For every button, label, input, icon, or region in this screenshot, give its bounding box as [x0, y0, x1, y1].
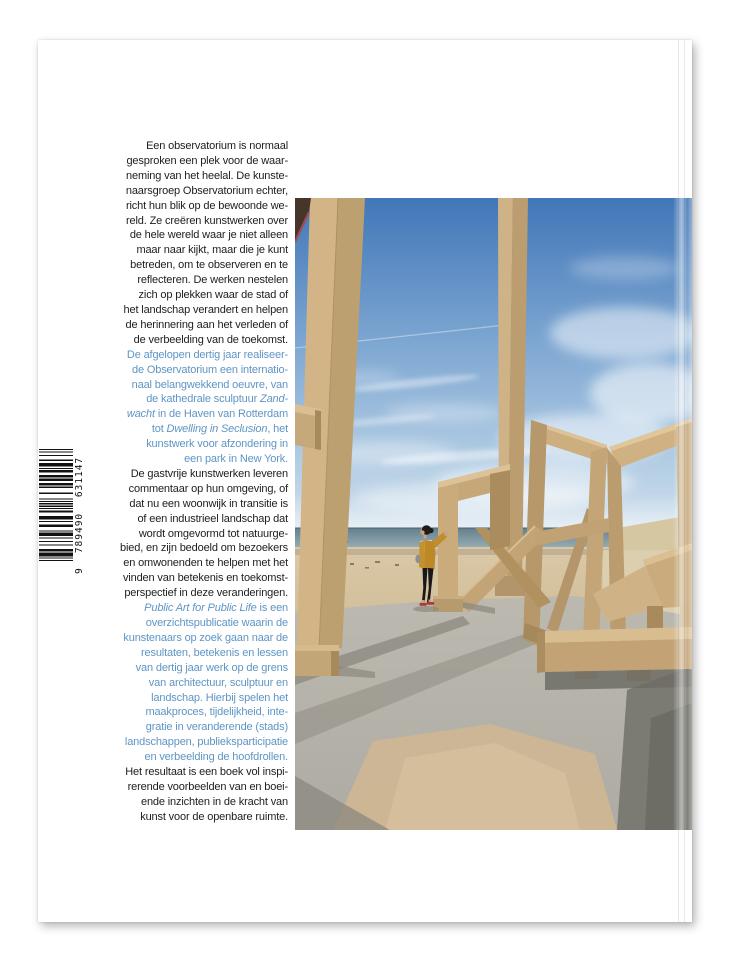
- text-line: wordt omgevormd tot natuurge-: [138, 527, 288, 540]
- text-line: kunstenaars op zoek gaan naar de: [123, 631, 288, 644]
- text-line: kunst voor de openbare ruimte.: [140, 810, 288, 823]
- text-line: of een industrieel landschap dat: [137, 512, 288, 525]
- text-line: resultaten, betekenis en lessen: [140, 646, 288, 659]
- text-line: naal belangwekkend oeuvre, van: [131, 378, 288, 391]
- text-line: de hele wereld waar je niet alleen: [129, 229, 288, 242]
- text-line: Het resultaat is een boek vol inspi-: [125, 766, 288, 779]
- text-line: commentaar op hun omgeving, of: [128, 482, 288, 495]
- text-line: Public Art for Public Life is een: [144, 602, 288, 615]
- text-line: bied, en zijn bedoeld om bezoekers: [120, 542, 288, 555]
- text-line: een park in New York.: [184, 453, 288, 466]
- text-line: en verbeelding de hoofdrollen.: [144, 751, 288, 764]
- text-line: van architectuur, sculptuur en: [148, 676, 288, 689]
- page-edge-line: [684, 40, 685, 922]
- page-curl-highlight: [673, 198, 692, 830]
- text-line: vinden van betekenis en toekomst-: [122, 572, 288, 585]
- text-line: landschappen, publieksparticipatie: [124, 736, 288, 749]
- back-cover-text: [98, 139, 288, 825]
- text-line: De afgelopen dertig jaar realiseer-: [126, 348, 288, 361]
- text-line: tot Dwelling in Seclusion, het: [151, 423, 288, 436]
- text-line: de kathedrale sculptuur Zand-: [146, 393, 288, 406]
- text-line: reld. Ze creëren kunstwerken over: [126, 214, 288, 227]
- page-edge-line: [678, 40, 679, 922]
- text-line: rerende voorbeelden van en boei-: [127, 780, 288, 793]
- text-line: zich op plekken waar de stad of: [138, 289, 288, 302]
- text-line: maakproces, tijdelijkheid, inte-: [145, 706, 288, 719]
- text-line: perspectief in deze veranderingen.: [124, 587, 288, 600]
- text-line: neming van het heelal. De kunste-: [126, 169, 288, 182]
- text-line: de Observatorium een internatio-: [131, 363, 288, 376]
- text-line: De gastvrije kunstwerken leveren: [130, 467, 288, 480]
- isbn-group-1: 789490: [73, 512, 85, 554]
- text-line: richt hun blik op de bewoonde we-: [126, 199, 288, 212]
- isbn-group-2: 631147: [73, 456, 85, 498]
- text-line: landschap. Hierbij spelen het: [151, 691, 288, 704]
- text-line: Een observatorium is normaal: [146, 140, 288, 152]
- barcode-rotated: [38, 438, 86, 575]
- barcode-digits: [73, 438, 85, 575]
- text-line: en omwonenden te helpen met het: [123, 557, 288, 570]
- isbn-barcode: [38, 438, 86, 575]
- text-line: naarsgroep Observatorium echter,: [125, 184, 288, 197]
- text-line: maar naar kijkt, maar die je kunt: [136, 244, 288, 257]
- text-line: dat nu een woonwijk in transitie is: [129, 497, 288, 510]
- text-line: gratie in veranderende (stads): [145, 721, 288, 734]
- text-line: gesproken een plek voor de waar-: [126, 154, 288, 167]
- isbn-digit-lead: 9: [73, 568, 85, 574]
- text-line: van dertig jaar werk op de grens: [135, 661, 288, 674]
- cover-photo: [295, 198, 692, 830]
- barcode-bars: [39, 449, 73, 561]
- text-line: wacht in de Haven van Rotterdam: [126, 408, 288, 421]
- text-line: reflecteren. De werken nestelen: [137, 274, 288, 287]
- text-line: kunstwerk voor afzondering in: [146, 438, 288, 451]
- text-line: de herinnering aan het verleden of: [125, 318, 288, 331]
- text-line: overzichtspublicatie waarin de: [145, 617, 288, 629]
- text-line: het landschap verandert en helpen: [123, 303, 288, 316]
- text-line: ende inzichten in de kracht van: [140, 795, 288, 808]
- text-line: betreden, om te observeren en te: [130, 259, 288, 272]
- text-line: de verbeelding van de toekomst.: [133, 333, 288, 346]
- book-back-cover: [38, 40, 692, 922]
